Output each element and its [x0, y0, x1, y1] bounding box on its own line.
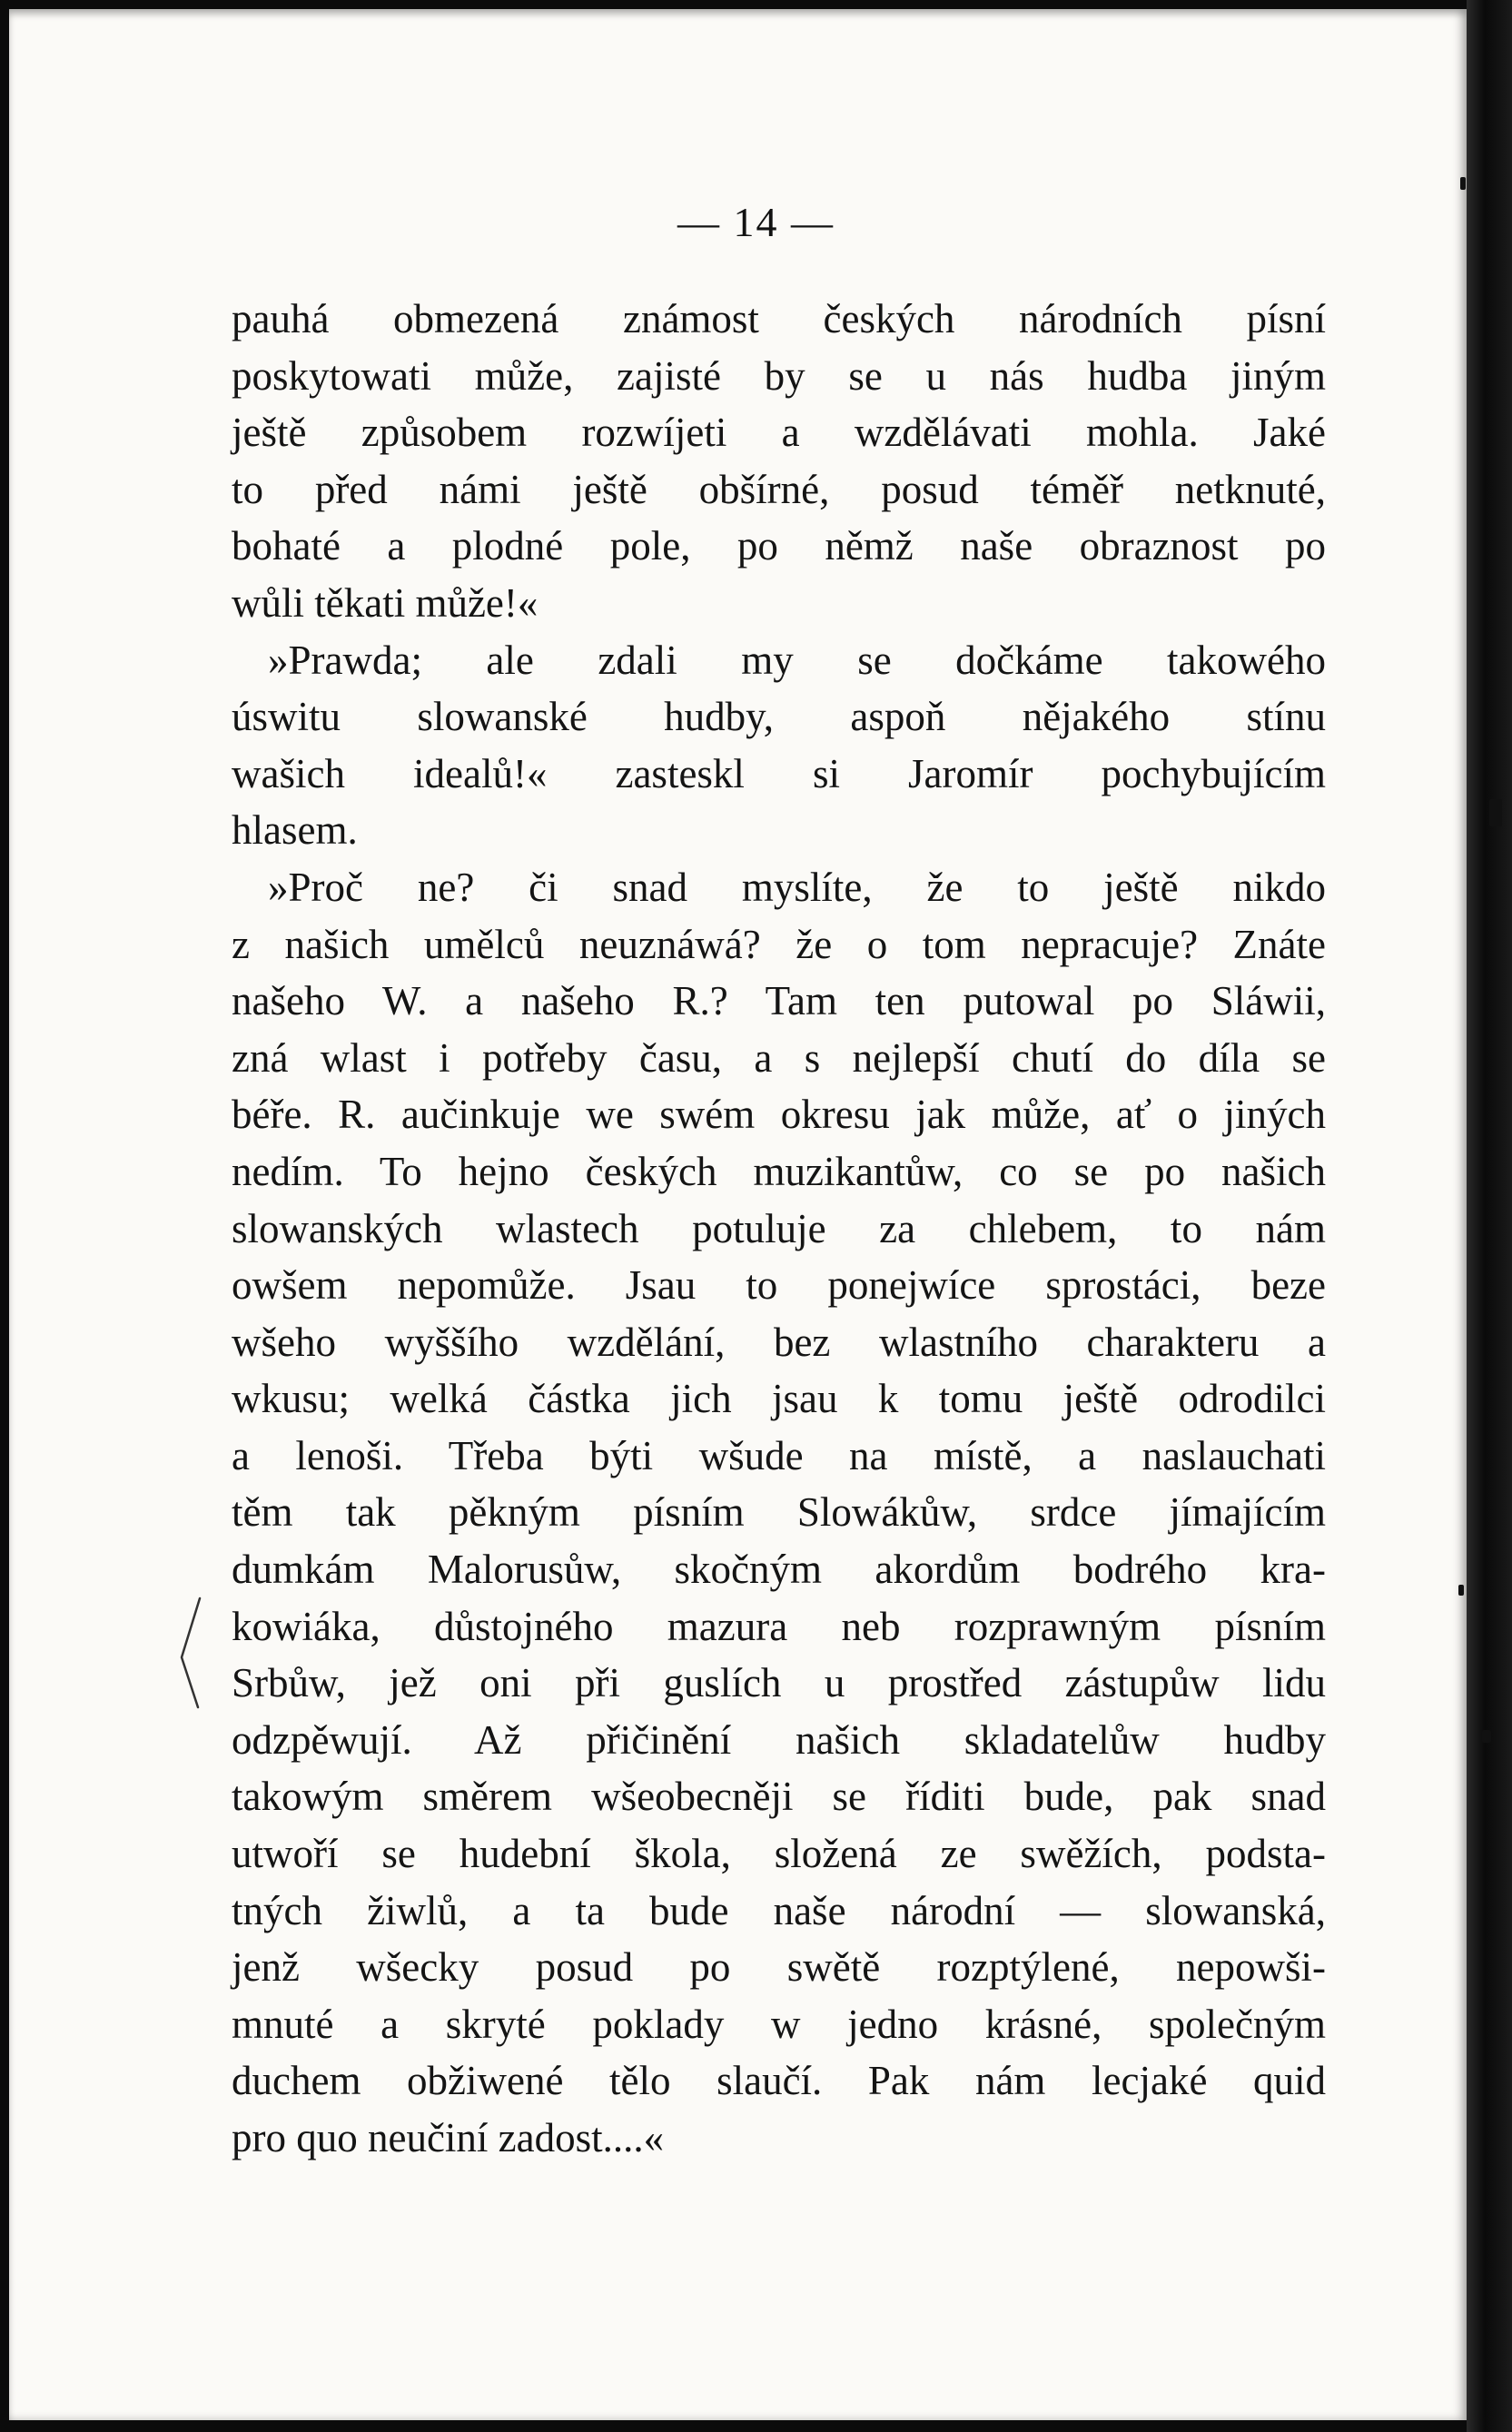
text-line: úswitu slowanské hudby, aspoň nějakého stínu — [232, 694, 1326, 740]
text-line: ještě způsobem rozwíjeti a wzdělávati mohla. Jaké — [232, 410, 1326, 456]
text-line: wšeho wyššího wzdělání, bez wlastního charakteru a — [232, 1319, 1326, 1365]
text-line: »Prawda; ale zdali my se dočkáme takowého — [268, 637, 1326, 683]
text-line: těm tak pěkným písním Slowákůw, srdce jímajícím — [232, 1489, 1326, 1536]
text-line: nedím. To hejno českých muzikantůw, co se po našich — [232, 1148, 1326, 1194]
text-line: wůli těkati může!« — [232, 579, 539, 626]
text-line: takowým směrem wšeobecněji se říditi bude, pak snad — [232, 1774, 1326, 1820]
text-line: zná wlast i potřeby času, a s nejlepší chutí do díla se — [232, 1034, 1326, 1081]
edge-speck — [1482, 1730, 1491, 1743]
text-line: z našich umělců neuznáwá? že o tom nepracuje? Znáte — [232, 921, 1326, 967]
text-line: owšem nepomůže. Jsau to ponejwíce sprostáci, beze — [232, 1262, 1326, 1309]
edge-speck — [1458, 1585, 1464, 1596]
edge-speck — [1460, 177, 1466, 190]
text-line: odzpěwují. Až přičinění našich skladatelůw hudby — [232, 1716, 1326, 1763]
text-line: »Proč ne? či snad myslíte, že to ještě nikdo — [268, 864, 1326, 910]
text-line: duchem obžiwené tělo slaučí. Pak nám lecjaké quid — [232, 2058, 1326, 2104]
page-number: — 14 — — [677, 199, 835, 245]
text-line: hlasem. — [232, 807, 358, 854]
page-binding-edge — [1467, 0, 1512, 2432]
text-line: béře. R. aučinkuje we swém okresu jak může, ať o jiných — [232, 1092, 1326, 1138]
text-line: utwoří se hudební škola, složená ze swěžích, podsta- — [232, 1831, 1326, 1877]
text-line: tných žiwlů, a ta bude naše národní — slowanská, — [232, 1887, 1326, 1933]
text-line: našeho W. a našeho R.? Tam ten putowal po Sláwii, — [232, 978, 1326, 1024]
edge-speck — [1489, 799, 1502, 826]
text-line: a lenoši. Třeba býti wšude na místě, a naslauchati — [232, 1432, 1326, 1478]
body-text — [232, 291, 1326, 2167]
text-line: pro quo neučiní zadost....« — [232, 2115, 665, 2160]
text-line: bohaté a plodné pole, po němž naše obraznost po — [232, 523, 1326, 569]
text-line: wašich idealů!« zasteskl si Jaromír pochybujícím — [232, 750, 1326, 796]
text-line: dumkám Malorusůw, skočným akordům bodrého kra- — [232, 1547, 1326, 1593]
text-line: Srbůw, jež oni při guslích u prostřed zástupůw lidu — [232, 1660, 1326, 1706]
text-line: slowanských wlastech potuluje za chlebem, to nám — [232, 1205, 1326, 1251]
text-line: jenž wšecky posud po swětě rozptýlené, nepowši- — [232, 1944, 1326, 1991]
text-line: wkusu; welká částka jich jsau k tomu ještě odrodilci — [232, 1376, 1326, 1422]
text-line: to před námi ještě obšírné, posud téměř netknuté, — [232, 466, 1326, 512]
text-line: mnuté a skryté poklady w jedno krásné, společným — [232, 2001, 1326, 2047]
text-line: kowiáka, důstojného mazura neb rozprawným písním — [232, 1603, 1326, 1649]
pencil-margin-mark — [173, 1594, 209, 1712]
text-line: pauhá obmezená známost českých národních písní — [232, 296, 1326, 341]
text-line: poskytowati může, zajisté by se u nás hudba jiným — [232, 352, 1326, 399]
